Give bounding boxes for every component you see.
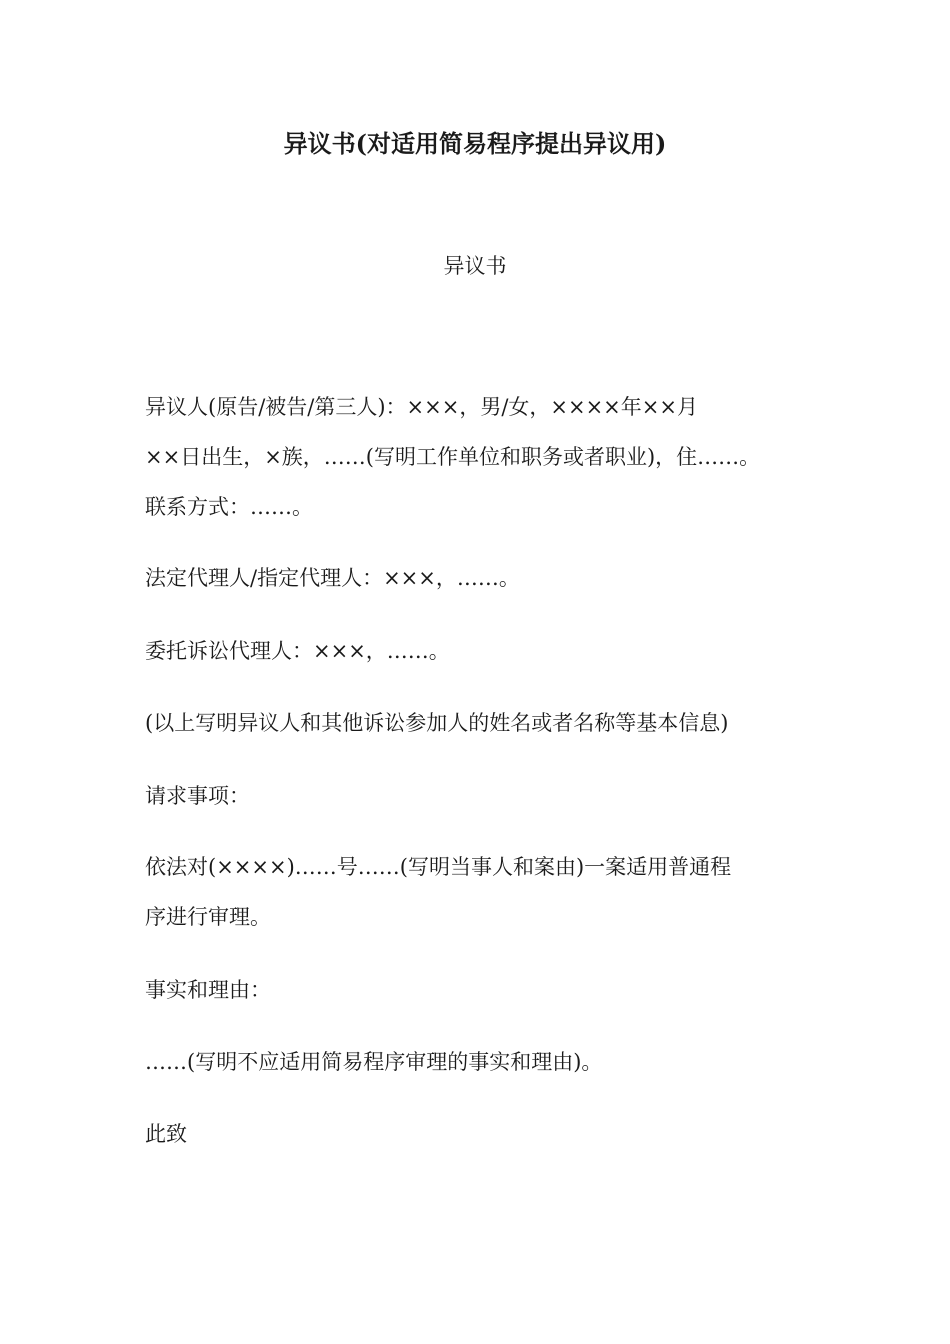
info-note-line: (以上写明异议人和其他诉讼参加人的姓名或者名称等基本信息) <box>145 711 729 735</box>
request-line-1: 依法对(××××)……号……(写明当事人和案由)一案适用普通程 <box>145 855 732 879</box>
objector-line-3: 联系方式：……。 <box>145 495 313 519</box>
facts-heading: 事实和理由： <box>145 978 271 1002</box>
facts-text: ……(写明不应适用简易程序审理的事实和理由)。 <box>145 1050 603 1074</box>
litigation-agent-line: 委托诉讼代理人：×××，……。 <box>145 639 450 663</box>
objector-paragraph <box>145 382 835 532</box>
request-paragraph <box>145 842 835 942</box>
document-subtitle: 异议书 <box>443 254 507 278</box>
objector-line-1: 异议人(原告/被告/第三人)：×××，男/女，××××年××月 <box>145 395 698 419</box>
closing-line: 此致 <box>145 1122 187 1146</box>
legal-representative-line: 法定代理人/指定代理人：×××，……。 <box>145 566 520 590</box>
request-line-2: 序进行审理。 <box>145 905 271 929</box>
objector-line-2: ××日出生，×族，……(写明工作单位和职务或者职业)，住……。 <box>145 445 761 469</box>
document-title: 异议书(对适用简易程序提出异议用) <box>283 129 667 158</box>
request-heading: 请求事项： <box>145 784 250 808</box>
